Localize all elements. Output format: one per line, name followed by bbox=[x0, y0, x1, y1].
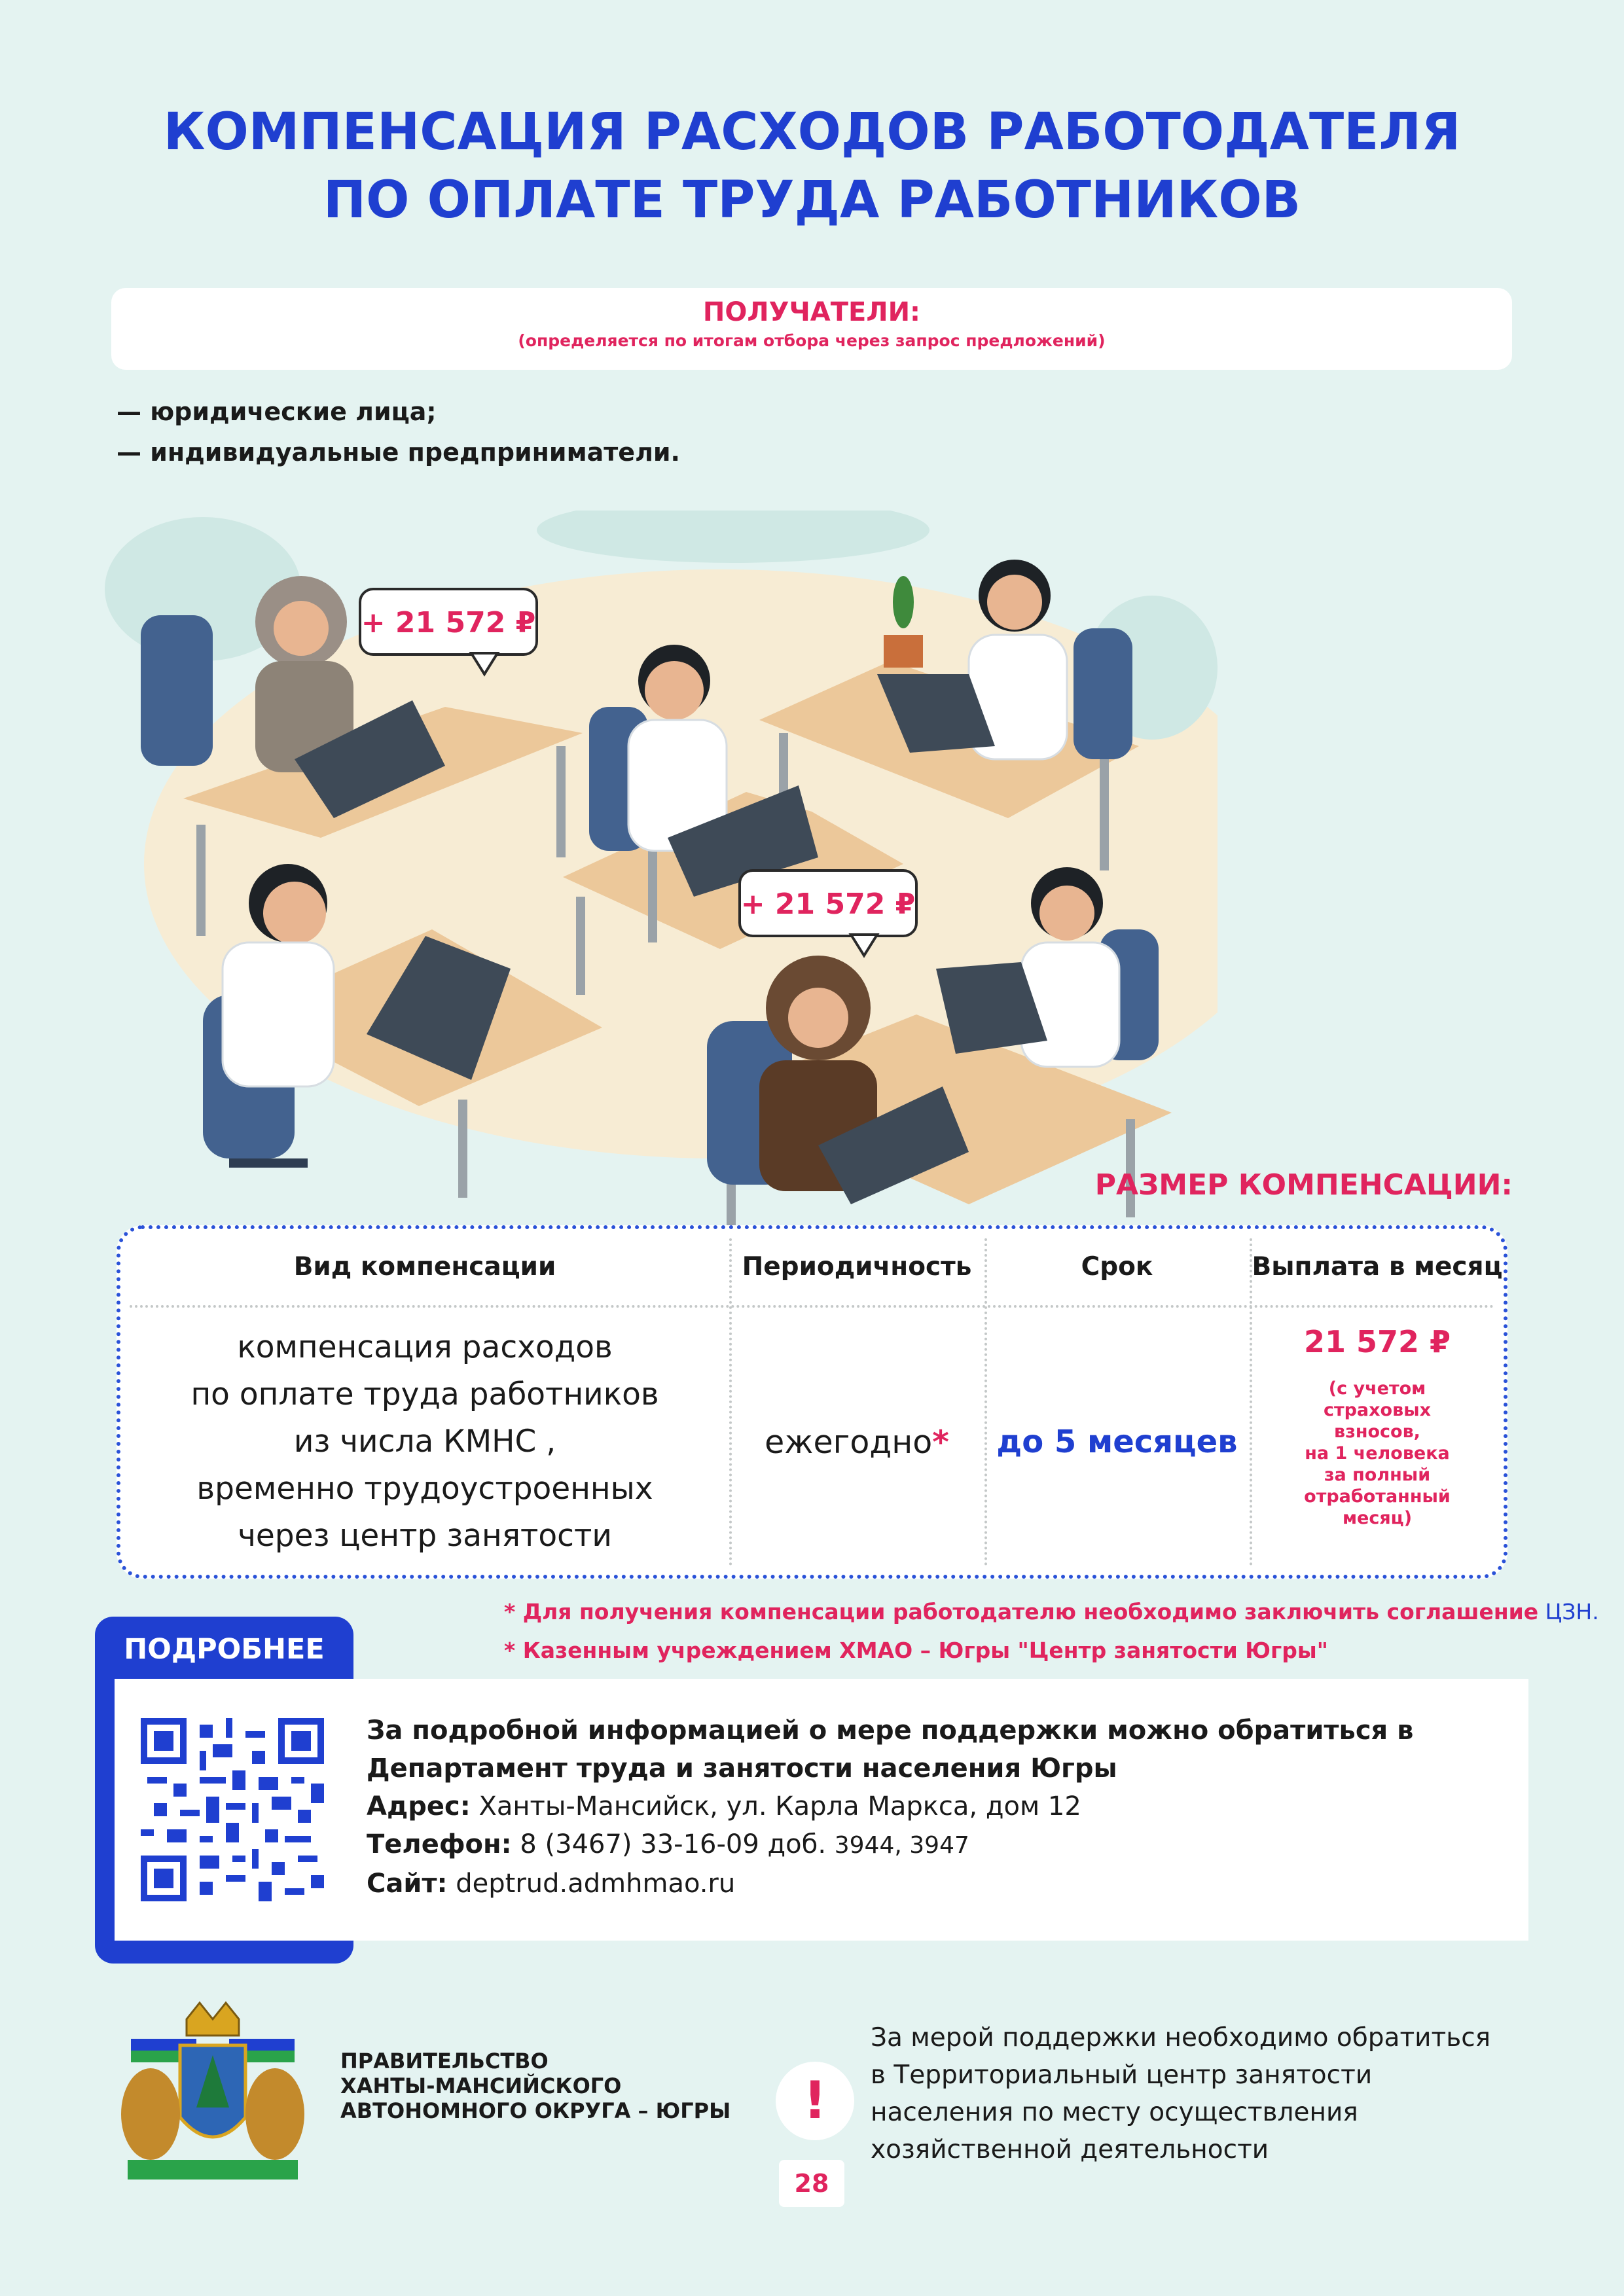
office-illustration bbox=[105, 511, 1218, 1237]
coat-of-arms-icon bbox=[115, 2000, 311, 2186]
period-value: ежегодно bbox=[765, 1423, 933, 1461]
contact-site[interactable]: Сайт: deptrud.admhmao.ru bbox=[367, 1869, 736, 1899]
period-asterisk: * bbox=[932, 1423, 949, 1461]
page-title bbox=[0, 98, 1624, 234]
col-header-term: Срок bbox=[1081, 1252, 1153, 1282]
gov-line: ХАНТЫ-МАНСИЙСКОГО bbox=[340, 2073, 622, 2098]
notice-line: в Территориальный центр занятости bbox=[871, 2060, 1373, 2090]
cell-term: до 5 месяцев bbox=[996, 1424, 1238, 1460]
cell-type-line: по оплате труда работников bbox=[190, 1376, 659, 1412]
footnote-1-text: * Для получения компенсации работодателю необходимо заключить соглашение bbox=[504, 1599, 1539, 1624]
cell-type-line: через центр занятости bbox=[238, 1518, 612, 1554]
notice-line: населения по месту осуществления bbox=[871, 2098, 1358, 2127]
exclamation-icon: ! bbox=[776, 2062, 854, 2140]
gov-line: ПРАВИТЕЛЬСТВО bbox=[340, 2049, 549, 2073]
cell-type-line: из числа КМНС , bbox=[293, 1424, 556, 1460]
cell-type-line: временно трудоустроенных bbox=[196, 1471, 653, 1507]
contact-info bbox=[367, 1712, 1413, 1903]
payment-amount: 21 572 ₽ bbox=[1303, 1324, 1451, 1359]
bubble-1-text: + 21 572 ₽ bbox=[361, 606, 536, 639]
contact-address: Адрес: Ханты-Мансийск, ул. Карла Маркса, дом 12 bbox=[367, 1791, 1081, 1821]
bubble-2-text: + 21 572 ₽ bbox=[740, 888, 916, 921]
footnote-2: * Казенным учреждением ХМАО – Югры "Центр занятости Югры" bbox=[504, 1638, 1328, 1663]
compensation-table bbox=[117, 1225, 1507, 1579]
payment-note bbox=[1304, 1378, 1451, 1529]
more-label: ПОДРОБНЕЕ bbox=[124, 1633, 325, 1666]
qr-code-icon[interactable] bbox=[141, 1718, 324, 1901]
payment-note-line: взносов, bbox=[1334, 1422, 1420, 1442]
cloud-shape bbox=[537, 511, 929, 563]
col-header-type: Вид компенсации bbox=[293, 1252, 556, 1282]
title-line-2: ПО ОПЛАТЕ ТРУДА РАБОТНИКОВ bbox=[323, 171, 1301, 230]
gov-line: АВТОНОМНОГО ОКРУГА – ЮГРЫ bbox=[340, 2098, 731, 2123]
title-line-1: КОМПЕНСАЦИЯ РАСХОДОВ РАБОТОДАТЕЛЯ bbox=[163, 103, 1461, 162]
notice-line: хозяйственной деятельности bbox=[871, 2135, 1269, 2164]
footnote-1-suffix: ЦЗН. bbox=[1538, 1599, 1599, 1624]
table-divider bbox=[130, 1305, 1494, 1308]
payment-note-line: на 1 человека bbox=[1305, 1443, 1450, 1463]
recipients-list bbox=[117, 391, 680, 473]
col-header-period: Периодичность bbox=[742, 1252, 972, 1282]
cell-type bbox=[120, 1311, 729, 1573]
payment-note-line: за полный bbox=[1324, 1465, 1431, 1485]
page-number: 28 bbox=[779, 2160, 844, 2207]
footnote-1 bbox=[504, 1599, 1599, 1624]
payment-note-line: (с учетом bbox=[1328, 1378, 1426, 1399]
cell-period bbox=[729, 1311, 984, 1573]
recipients-header bbox=[111, 288, 1512, 370]
compensation-title: РАЗМЕР КОМПЕНСАЦИИ: bbox=[1094, 1168, 1513, 1202]
support-notice bbox=[871, 2019, 1490, 2168]
payment-note-line: отработанный bbox=[1304, 1486, 1451, 1507]
payment-note-line: месяц) bbox=[1342, 1508, 1413, 1528]
recipient-item: — юридические лица; bbox=[117, 397, 437, 426]
col-header-payment: Выплата в месяц bbox=[1252, 1252, 1503, 1282]
contact-phone: Телефон: 8 (3467) 33-16-09 доб. 3944, 3947 bbox=[367, 1829, 969, 1859]
notice-line: За мерой поддержки необходимо обратиться bbox=[871, 2023, 1491, 2053]
cell-payment bbox=[1250, 1311, 1505, 1573]
contact-intro-2: Департамент труда и занятости населения Югры bbox=[367, 1753, 1117, 1784]
recipient-item: — индивидуальные предприниматели. bbox=[117, 438, 680, 467]
recipients-title: ПОЛУЧАТЕЛИ: bbox=[702, 297, 921, 327]
cell-type-line: компенсация расходов bbox=[237, 1329, 613, 1365]
recipients-subtitle: (определяется по итогам отбора через запрос предложений) bbox=[518, 331, 1106, 350]
payment-note-line: страховых bbox=[1323, 1400, 1432, 1420]
government-name bbox=[340, 2049, 731, 2123]
contact-intro-1: За подробной информацией о мере поддержки можно обратиться в bbox=[367, 1715, 1414, 1746]
